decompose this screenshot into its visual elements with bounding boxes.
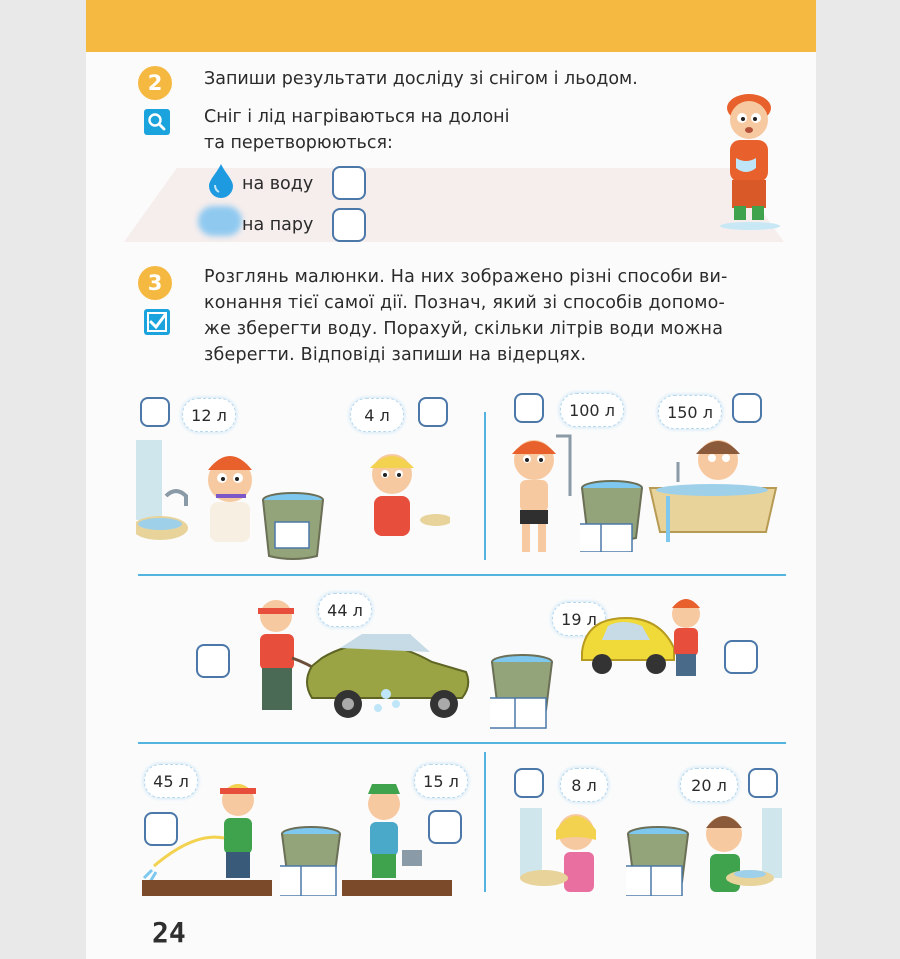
checkbox-wash-tap[interactable] bbox=[748, 768, 778, 798]
girl-watering-with-can-illustration bbox=[342, 780, 452, 896]
task-3-line1: Розглянь малюнки. На них зображено різні способи ви- bbox=[204, 267, 728, 287]
checkbox-brush-cup[interactable] bbox=[418, 397, 448, 427]
water-drop-icon bbox=[206, 162, 236, 202]
checkbox-brush-tap[interactable] bbox=[140, 397, 170, 427]
divider-row-2 bbox=[138, 742, 786, 744]
checkbox-car-hose[interactable] bbox=[196, 644, 230, 678]
bucket-icon-4 bbox=[280, 826, 342, 896]
checkbox-wash-basin[interactable] bbox=[514, 768, 544, 798]
task-2-instruction: Запиши результати досліду зі снігом і льодом. bbox=[204, 69, 638, 89]
task-2-statement-line1: Сніг і лід нагріваються на долоні bbox=[204, 107, 510, 127]
volume-garden-hose: 45 л bbox=[144, 764, 198, 798]
task-3-line4: зберегти. Відповіді запиши на відерцях. bbox=[204, 345, 587, 365]
volume-garden-can: 15 л bbox=[414, 764, 468, 798]
boy-washing-car-with-bucket-illustration bbox=[578, 596, 718, 680]
checkbox-shower[interactable] bbox=[514, 393, 544, 423]
task-2-number: 2 bbox=[138, 66, 172, 100]
volume-car-hose: 44 л bbox=[318, 593, 372, 627]
magnifier-icon bbox=[144, 109, 170, 135]
option-water-label: на воду bbox=[242, 174, 314, 194]
boy-brushing-with-tap-illustration bbox=[136, 440, 276, 550]
volume-wash-tap: 20 л bbox=[680, 768, 738, 802]
bucket-icon-3 bbox=[490, 654, 554, 730]
man-washing-car-with-hose-illustration bbox=[236, 594, 476, 728]
checkbox-water[interactable] bbox=[332, 166, 366, 200]
boy-washing-with-tap-illustration bbox=[698, 808, 782, 894]
bucket-icon-5 bbox=[626, 826, 690, 896]
steam-cloud-icon bbox=[198, 206, 242, 236]
girl-washing-in-basin-illustration bbox=[520, 808, 610, 894]
volume-car-bucket: 19 л bbox=[552, 602, 606, 636]
divider-col-bottom bbox=[484, 752, 486, 892]
volume-bath: 150 л bbox=[658, 395, 722, 429]
divider-col-top bbox=[484, 412, 486, 560]
checkbox-steam[interactable] bbox=[332, 208, 366, 242]
task-3-number: 3 bbox=[138, 266, 172, 300]
top-color-band bbox=[86, 0, 816, 52]
bucket-icon-1 bbox=[261, 492, 325, 562]
task-2-statement-line2: та перетворюються: bbox=[204, 133, 393, 153]
checkbox-car-bucket[interactable] bbox=[724, 640, 758, 674]
option-steam-label: на пару bbox=[242, 215, 314, 235]
girl-brushing-with-cup-illustration bbox=[354, 444, 450, 544]
checkbox-bath[interactable] bbox=[732, 393, 762, 423]
volume-shower: 100 л bbox=[560, 393, 624, 427]
checkmark-icon bbox=[144, 309, 170, 335]
volume-wash-basin: 8 л bbox=[560, 768, 608, 802]
workbook-page bbox=[86, 0, 816, 959]
boy-in-bath-illustration bbox=[648, 436, 778, 544]
volume-brush-cup: 4 л bbox=[350, 398, 404, 432]
task-3-line3: же зберегти воду. Порахуй, скільки літрів води можна bbox=[204, 319, 724, 339]
boy-in-shower-illustration bbox=[500, 432, 580, 556]
page-number: 24 bbox=[152, 916, 186, 949]
boy-watering-with-hose-illustration bbox=[142, 778, 272, 896]
bucket-icon-2 bbox=[580, 480, 644, 552]
task-3-line2: конання тієї самої дії. Познач, який зі способів допомо- bbox=[204, 293, 726, 313]
volume-brush-tap: 12 л bbox=[182, 398, 236, 432]
divider-row-1 bbox=[138, 574, 786, 576]
boy-with-snow-illustration bbox=[714, 88, 784, 230]
